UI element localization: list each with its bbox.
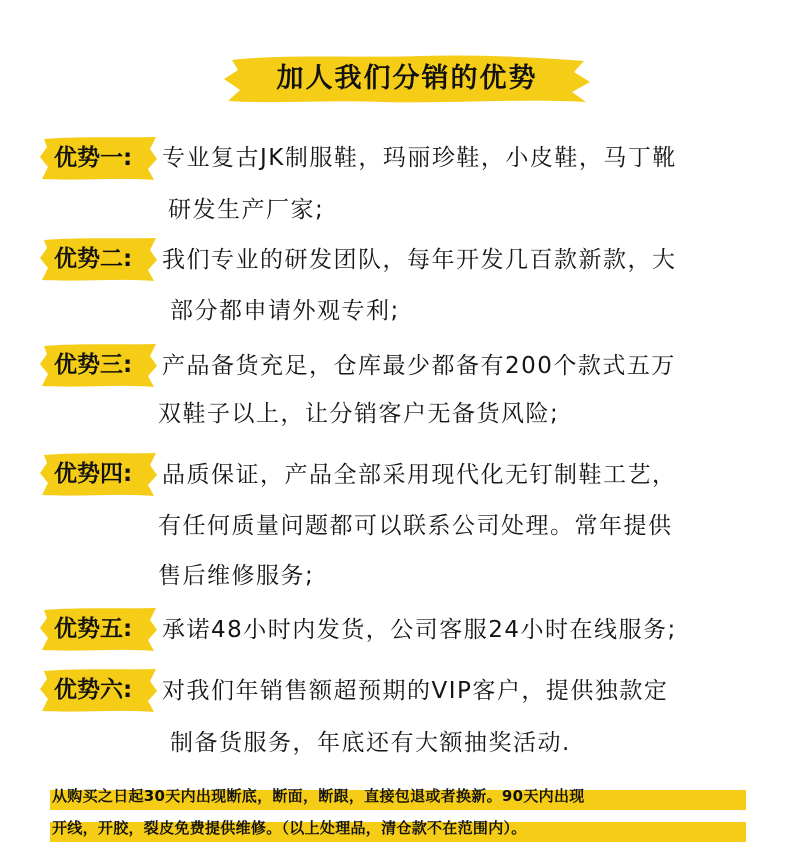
advantage-2-line-1: 我们专业的研发团队，每年开发几百款新款，大 [162, 247, 677, 273]
notice-line-1: 从购买之日起30天内出现断底，断面，断跟，直接包退或者换新。90天内出现 [52, 787, 585, 805]
advantage-6-label-badge [40, 667, 158, 713]
advantage-1-label-badge [40, 135, 158, 181]
notice-line-2: 开线，开胶，裂皮免费提供维修。（以上处理品，清仓款不在范围内）。 [52, 819, 527, 837]
page-title: 加人我们分销的优势 [276, 63, 538, 94]
advantage-1-label: 优势一: [54, 145, 133, 171]
advantage-1-line-1: 专业复古JK制服鞋，玛丽珍鞋，小皮鞋，马丁靴 [162, 145, 677, 171]
advantage-4-line-1: 品质保证，产品全部采用现代化无钉制鞋工艺， [162, 462, 677, 488]
advantage-1-line-2: 研发生产厂家; [168, 197, 325, 223]
advantage-6-line-1: 对我们年销售额超预期的VIP客户，提供独款定 [162, 678, 669, 704]
advantage-6-label: 优势六: [54, 677, 133, 703]
advantage-3-label: 优势三: [54, 352, 133, 378]
advantage-4-line-2: 有任何质量问题都可以联系公司处理。常年提供 [158, 513, 673, 539]
advantage-2-line-2: 部分都申请外观专利; [170, 298, 400, 324]
advantage-2-label-badge [40, 236, 158, 282]
advantage-3-line-1: 产品备货充足，仓库最少都备有200个款式五万 [162, 353, 676, 379]
advantage-5-label-badge [40, 606, 158, 652]
advantage-3-label-badge [40, 342, 158, 388]
advantage-5-label: 优势五: [54, 616, 133, 642]
advantage-4-label: 优势四: [54, 461, 133, 487]
advantage-4-label-badge [40, 451, 158, 497]
title-banner [222, 52, 592, 106]
advantage-5-line-1: 承诺48小时内发货，公司客服24小时在线服务; [162, 617, 677, 643]
advantage-6-line-2: 制备货服务，年底还有大额抽奖活动. [170, 730, 571, 756]
advantage-3-line-2: 双鞋子以上，让分销客户无备货风险; [158, 401, 560, 427]
advantage-2-label: 优势二: [54, 246, 133, 272]
advantage-4-line-3: 售后维修服务; [158, 563, 315, 589]
